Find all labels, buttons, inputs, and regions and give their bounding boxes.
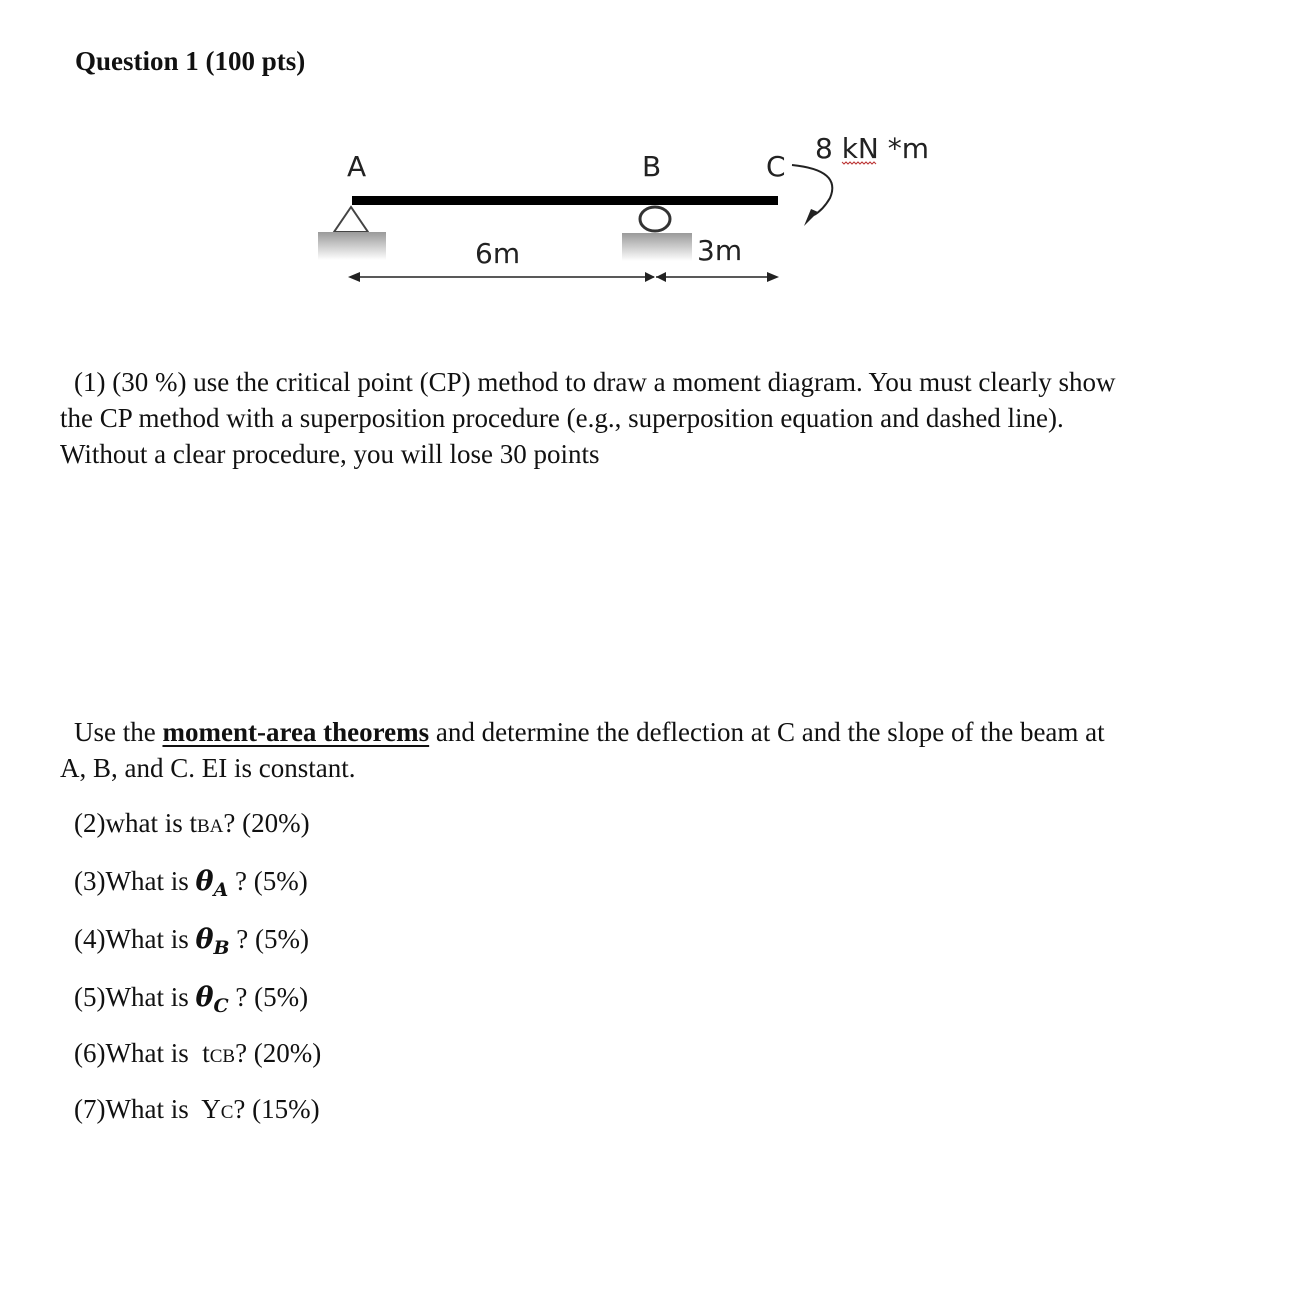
intro-line2: A, B, and C. EI is constant. (60, 753, 356, 783)
span-bc-label: 3m (697, 234, 743, 267)
q4-sub: B (213, 937, 230, 959)
intro-prefix: Use the (74, 717, 163, 747)
beam-diagram (0, 0, 1290, 320)
part1-line3: Without a clear procedure, you will lose 30 points (60, 439, 600, 469)
moment-arrowhead (804, 209, 818, 226)
moment-label: 8 kN *m (815, 132, 930, 165)
dim-arrow-c (767, 272, 779, 282)
pin-support-a (334, 207, 368, 232)
q6-prefix: (6)What is t (74, 1038, 210, 1068)
subquestion-4 (74, 922, 309, 959)
roller-support-b (640, 207, 670, 231)
ground-a (318, 232, 386, 260)
q2-sub: BA (196, 816, 224, 837)
subquestion-3 (74, 864, 308, 901)
q4-suffix: ? (5%) (229, 924, 310, 954)
q5-suffix: ? (5%) (228, 982, 309, 1012)
q3-theta: θ (195, 866, 214, 897)
moment-arc (792, 165, 832, 215)
q5-sub: C (213, 995, 229, 1017)
label-a: A (347, 150, 367, 183)
subquestion-2 (74, 806, 310, 844)
part1-text (60, 364, 1220, 472)
q4-theta: θ (195, 924, 214, 955)
beam (352, 196, 778, 205)
q3-sub: A (213, 879, 229, 901)
dim-arrow-a (348, 272, 360, 282)
q4-prefix: (4)What is (74, 924, 196, 954)
intro-line1 (60, 714, 1220, 750)
intro-suffix: and determine the deflection at C and the slope of the beam at (429, 717, 1105, 747)
dim-arrow-b-right (656, 272, 666, 282)
q2-suffix: ? (20%) (223, 808, 310, 838)
q3-suffix: ? (5%) (228, 866, 308, 896)
q5-theta: θ (195, 982, 214, 1013)
q6-suffix: ? (20%) (235, 1038, 322, 1068)
q5-prefix: (5)What is (74, 982, 196, 1012)
q6-sub: CB (209, 1046, 236, 1067)
intro-text (60, 714, 1220, 786)
part1-line2: the CP method with a superposition procedure (e.g., superposition equation and dashed line). (60, 403, 1064, 433)
intro-emphasis: moment-area theorems (162, 717, 430, 747)
span-ab-label: 6m (475, 237, 521, 270)
dim-arrow-b-left (645, 272, 655, 282)
q7-prefix: (7)What is Y (74, 1094, 221, 1124)
q2-prefix: (2)what is t (74, 808, 197, 838)
label-c: C (766, 150, 786, 183)
question-title: Question 1 (100 pts) (75, 46, 306, 76)
q7-sub: C (220, 1102, 234, 1123)
q7-suffix: ? (15%) (233, 1094, 320, 1124)
q3-prefix: (3)What is (74, 866, 196, 896)
part1-line1: (1) (30 %) use the critical point (CP) method to draw a moment diagram. You must clearly show (74, 367, 1116, 397)
subquestion-7 (74, 1092, 320, 1130)
subquestion-6 (74, 1036, 321, 1074)
subquestion-5 (74, 980, 308, 1017)
ground-b (622, 233, 692, 261)
label-b: B (642, 150, 662, 183)
